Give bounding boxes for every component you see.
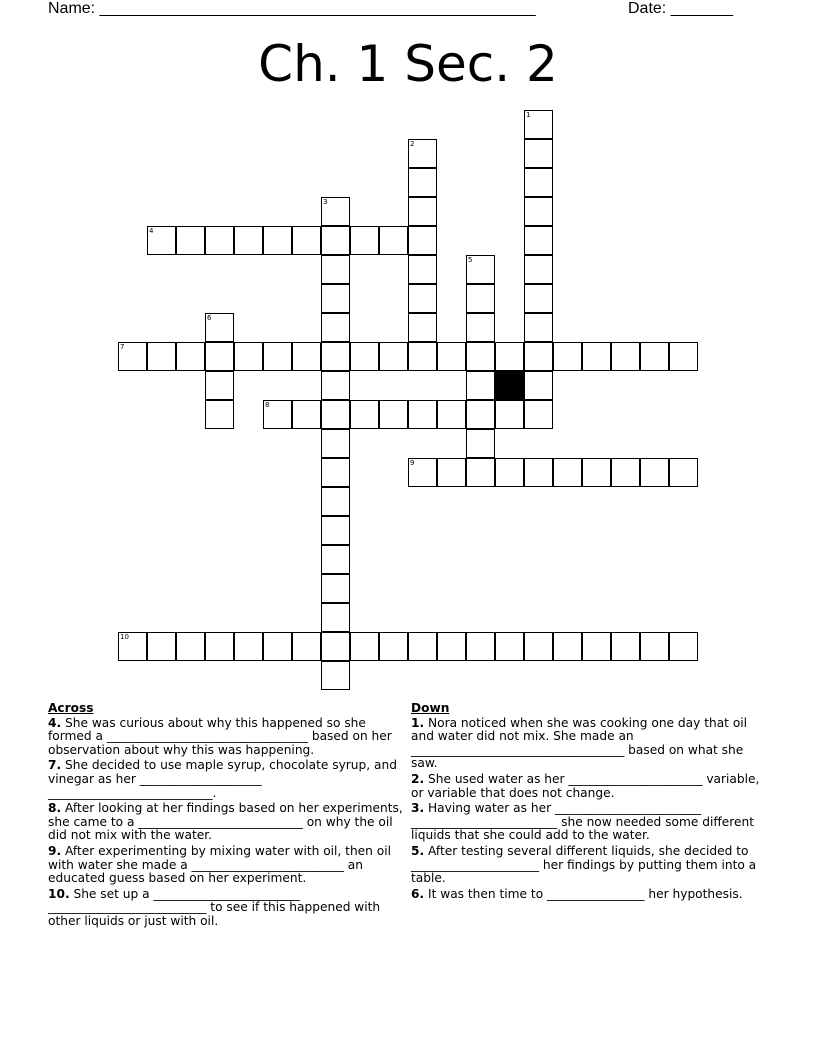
crossword-cell[interactable] <box>524 371 553 400</box>
clue-text: After looking at her findings based on her experiments, she came to a ___________________________ on why the oil did not mix with the water. <box>48 801 403 843</box>
crossword-cell[interactable] <box>466 400 495 429</box>
crossword-cell[interactable] <box>321 197 350 226</box>
crossword-cell[interactable] <box>176 632 205 661</box>
crossword-cell[interactable] <box>205 371 234 400</box>
crossword-cell[interactable] <box>553 632 582 661</box>
crossword-cell[interactable] <box>495 458 524 487</box>
crossword-cell[interactable] <box>495 400 524 429</box>
clue-number-label: 6 <box>207 314 212 322</box>
crossword-cell[interactable] <box>524 284 553 313</box>
clue-down-1 <box>411 717 767 771</box>
clue-down-6 <box>411 888 767 902</box>
across-clues <box>48 702 404 931</box>
clue-text: Nora noticed when she was cooking one day that oil and water did not mix. She made an ___________________________________ based on what she saw. <box>411 715 748 771</box>
crossword-cell[interactable] <box>408 458 437 487</box>
crossword-cell[interactable] <box>582 632 611 661</box>
clue-number: 5. <box>411 843 425 858</box>
page-title: Ch. 1 Sec. 2 <box>258 35 558 93</box>
crossword-cell[interactable] <box>466 255 495 284</box>
crossword-cell[interactable] <box>205 400 234 429</box>
crossword-cell[interactable] <box>321 632 350 661</box>
crossword-cell[interactable] <box>553 458 582 487</box>
crossword-cell[interactable] <box>321 255 350 284</box>
clue-number: 7. <box>48 758 62 773</box>
down-clues <box>411 702 767 903</box>
clue-text: It was then time to ________________ her hypothesis. <box>428 886 743 901</box>
date-field[interactable]: Date: _______ <box>628 0 733 17</box>
crossword-cell[interactable] <box>379 400 408 429</box>
crossword-cell[interactable] <box>408 226 437 255</box>
crossword-cell[interactable] <box>379 226 408 255</box>
clue-down-2 <box>411 773 767 800</box>
crossword-cell[interactable] <box>466 342 495 371</box>
clue-number-label: 2 <box>410 140 415 148</box>
clue-number: 8. <box>48 801 62 816</box>
crossword-cell[interactable] <box>611 458 640 487</box>
crossword-cell[interactable] <box>205 342 234 371</box>
crossword-cell[interactable] <box>408 342 437 371</box>
crossword-cell[interactable] <box>524 197 553 226</box>
crossword-cell[interactable] <box>582 342 611 371</box>
crossword-cell[interactable] <box>437 458 466 487</box>
crossword-cell[interactable] <box>524 632 553 661</box>
crossword-cell[interactable] <box>321 487 350 516</box>
clue-number: 6. <box>411 886 425 901</box>
crossword-cell[interactable] <box>321 400 350 429</box>
clue-number-label: 3 <box>323 198 328 206</box>
crossword-cell[interactable] <box>234 226 263 255</box>
down-heading: Down <box>411 701 450 715</box>
crossword-cell[interactable] <box>553 342 582 371</box>
crossword-cell[interactable] <box>611 632 640 661</box>
clue-number-label: 1 <box>526 111 531 119</box>
crossword-cell[interactable] <box>408 168 437 197</box>
crossword-cell[interactable] <box>669 342 698 371</box>
clue-down-3 <box>411 802 767 843</box>
crossword-cell[interactable] <box>408 197 437 226</box>
crossword-cell[interactable] <box>292 226 321 255</box>
crossword-cell[interactable] <box>321 516 350 545</box>
crossword-cell[interactable] <box>379 342 408 371</box>
crossword-cell[interactable] <box>524 255 553 284</box>
crossword-cell[interactable] <box>408 400 437 429</box>
clue-number: 10. <box>48 886 70 901</box>
crossword-cell[interactable] <box>524 313 553 342</box>
clue-text: She decided to use maple syrup, chocolate syrup, and vinegar as her ____________________ ___________________________. <box>48 758 397 800</box>
crossword-cell[interactable] <box>524 110 553 139</box>
crossword-cell[interactable] <box>147 632 176 661</box>
crossword-cell[interactable] <box>524 168 553 197</box>
crossword-cell[interactable] <box>263 400 292 429</box>
crossword-cell[interactable] <box>118 342 147 371</box>
crossword-cell[interactable] <box>234 632 263 661</box>
clue-number: 3. <box>411 801 425 816</box>
crossword-cell[interactable] <box>350 400 379 429</box>
crossword-cell[interactable] <box>118 632 147 661</box>
crossword-cell[interactable] <box>466 632 495 661</box>
clue-text: She was curious about why this happened so she formed a _________________________________ based on her observation about why this was happening. <box>48 715 392 757</box>
crossword-cell[interactable] <box>321 371 350 400</box>
crossword-cell[interactable] <box>350 632 379 661</box>
crossword-cell[interactable] <box>147 342 176 371</box>
clue-down-5 <box>411 845 767 886</box>
clue-number: 1. <box>411 715 425 730</box>
crossword-cell[interactable] <box>321 313 350 342</box>
clue-number: 4. <box>48 715 62 730</box>
crossword-cell[interactable] <box>524 458 553 487</box>
crossword-block <box>495 371 524 400</box>
crossword-cell[interactable] <box>466 458 495 487</box>
clue-number: 2. <box>411 771 425 786</box>
crossword-cell[interactable] <box>408 313 437 342</box>
crossword-cell[interactable] <box>611 342 640 371</box>
clue-number: 9. <box>48 843 62 858</box>
crossword-cell[interactable] <box>437 400 466 429</box>
crossword-cell[interactable] <box>524 139 553 168</box>
clue-text: She used water as her ______________________ variable, or variable that does not change. <box>411 771 760 800</box>
crossword-cell[interactable] <box>350 226 379 255</box>
clue-text: Having water as her ________________________ ________________________ she now needed some different liquids that she could add to the water. <box>411 801 754 843</box>
crossword-cell[interactable] <box>321 342 350 371</box>
crossword-cell[interactable] <box>408 632 437 661</box>
clue-number-label: 8 <box>265 401 270 409</box>
clue-across-8 <box>48 802 404 843</box>
clue-across-10 <box>48 888 404 929</box>
clue-text: After testing several different liquids, she decided to _____________________ her findings by putting them into a table. <box>411 843 757 886</box>
crossword-cell[interactable] <box>321 574 350 603</box>
crossword-cell[interactable] <box>263 632 292 661</box>
crossword-cell[interactable] <box>582 458 611 487</box>
crossword-cell[interactable] <box>524 342 553 371</box>
crossword-cell[interactable] <box>176 226 205 255</box>
crossword-cell[interactable] <box>495 342 524 371</box>
crossword-cell[interactable] <box>379 632 408 661</box>
crossword-cell[interactable] <box>321 545 350 574</box>
clue-number-label: 7 <box>120 343 125 351</box>
crossword-cell[interactable] <box>205 313 234 342</box>
crossword-cell[interactable] <box>466 313 495 342</box>
clue-number-label: 10 <box>120 633 129 641</box>
crossword-cell[interactable] <box>176 342 205 371</box>
clue-across-4 <box>48 717 404 758</box>
crossword-cell[interactable] <box>466 429 495 458</box>
crossword-cell[interactable] <box>408 139 437 168</box>
crossword-cell[interactable] <box>640 458 669 487</box>
crossword-cell[interactable] <box>524 226 553 255</box>
crossword-cell[interactable] <box>350 342 379 371</box>
crossword-cell[interactable] <box>408 284 437 313</box>
crossword-cell[interactable] <box>292 342 321 371</box>
crossword-cell[interactable] <box>321 284 350 313</box>
clue-number-label: 5 <box>468 256 473 264</box>
name-field[interactable]: Name: _________________________________________________ <box>48 0 536 17</box>
crossword-cell[interactable] <box>321 458 350 487</box>
crossword-cell[interactable] <box>466 284 495 313</box>
crossword-cell[interactable] <box>321 226 350 255</box>
clue-across-7 <box>48 759 404 800</box>
crossword-cell[interactable] <box>263 342 292 371</box>
clue-number-label: 9 <box>410 459 415 467</box>
clue-number-label: 4 <box>149 227 154 235</box>
across-heading: Across <box>48 701 94 715</box>
crossword-cell[interactable] <box>147 226 176 255</box>
crossword-cell[interactable] <box>669 458 698 487</box>
crossword-cell[interactable] <box>466 371 495 400</box>
crossword-cell[interactable] <box>205 632 234 661</box>
crossword-cell[interactable] <box>640 632 669 661</box>
crossword-cell[interactable] <box>437 632 466 661</box>
crossword-cell[interactable] <box>234 342 263 371</box>
crossword-cell[interactable] <box>321 603 350 632</box>
crossword-cell[interactable] <box>640 342 669 371</box>
crossword-cell[interactable] <box>524 400 553 429</box>
clue-text: After experimenting by mixing water with oil, then oil with water she made a _________________________ an educated guess based on her experiment. <box>48 843 392 886</box>
clue-across-9 <box>48 845 404 886</box>
crossword-cell[interactable] <box>321 429 350 458</box>
crossword-cell[interactable] <box>408 255 437 284</box>
clue-text: She set up a ________________________ __________________________ to see if this happened with other liquids or just with oil. <box>48 886 381 928</box>
crossword-cell[interactable] <box>321 661 350 690</box>
crossword-cell[interactable] <box>205 226 234 255</box>
crossword-cell[interactable] <box>263 226 292 255</box>
crossword-cell[interactable] <box>437 342 466 371</box>
crossword-cell[interactable] <box>292 400 321 429</box>
crossword-cell[interactable] <box>292 632 321 661</box>
crossword-cell[interactable] <box>669 632 698 661</box>
crossword-cell[interactable] <box>495 632 524 661</box>
